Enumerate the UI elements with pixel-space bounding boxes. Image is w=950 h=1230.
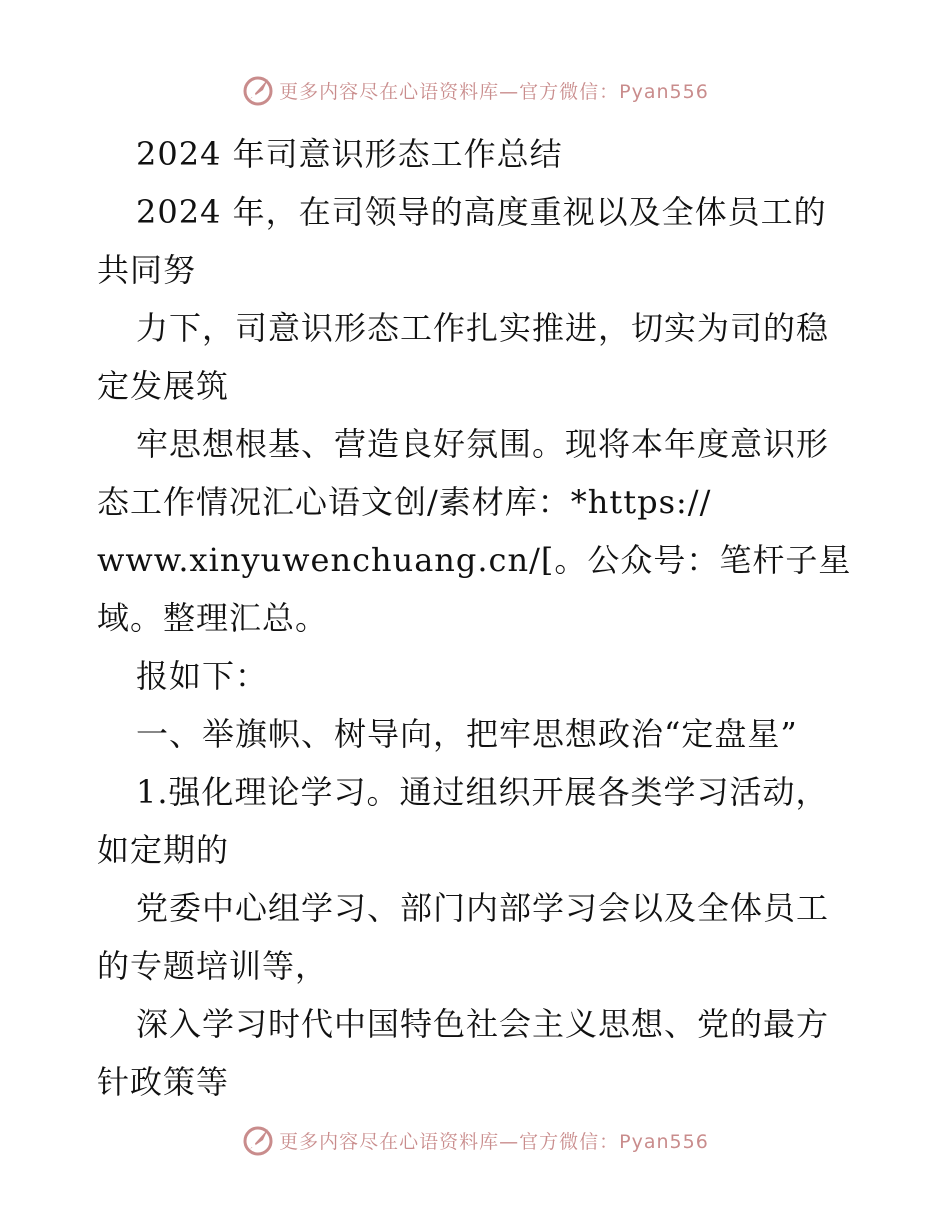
text-line: 定发展筑 bbox=[97, 367, 230, 405]
text-line: 报如下： bbox=[136, 657, 269, 695]
text-line: 深入学习时代中国特色社会主义思想、党的最方 bbox=[136, 1005, 830, 1043]
quill-logo-icon bbox=[241, 1123, 275, 1157]
text-line: 域。整理汇总。 bbox=[97, 599, 329, 637]
quill-logo-icon bbox=[241, 73, 275, 107]
text-line: 1.强化理论学习。通过组织开展各类学习活动， bbox=[136, 773, 829, 811]
text-line: www.xinyuwenchuang.cn/[。公众号：笔杆子星 bbox=[97, 541, 852, 579]
text-line: 2024 年，在司领导的高度重视以及全体员工的 bbox=[136, 193, 827, 231]
footer-watermark-banner bbox=[0, 1120, 950, 1160]
text-line: 的专题培训等， bbox=[97, 947, 329, 985]
text-line: 力下，司意识形态工作扎实推进，切实为司的稳 bbox=[136, 309, 830, 347]
header-watermark-banner bbox=[0, 70, 950, 110]
text-line: 共同努 bbox=[97, 251, 197, 289]
document-body bbox=[97, 125, 862, 1111]
text-line: 态工作情况汇心语文创/素材库：*https:// bbox=[97, 483, 712, 521]
text-line: 如定期的 bbox=[97, 831, 230, 869]
text-line: 2024 年司意识形态工作总结 bbox=[136, 135, 563, 173]
text-line: 党委中心组学习、部门内部学习会以及全体员工 bbox=[136, 889, 830, 927]
watermark-text: 更多内容尽在心语资料库—官方微信：Pyan556 bbox=[279, 80, 709, 103]
text-line: 一、举旗帜、树导向，把牢思想政治“定盘星” bbox=[136, 715, 798, 753]
text-line: 牢思想根基、营造良好氛围。现将本年度意识形 bbox=[136, 425, 830, 463]
watermark-text: 更多内容尽在心语资料库—官方微信：Pyan556 bbox=[279, 1130, 709, 1153]
text-line: 针政策等 bbox=[97, 1063, 230, 1101]
